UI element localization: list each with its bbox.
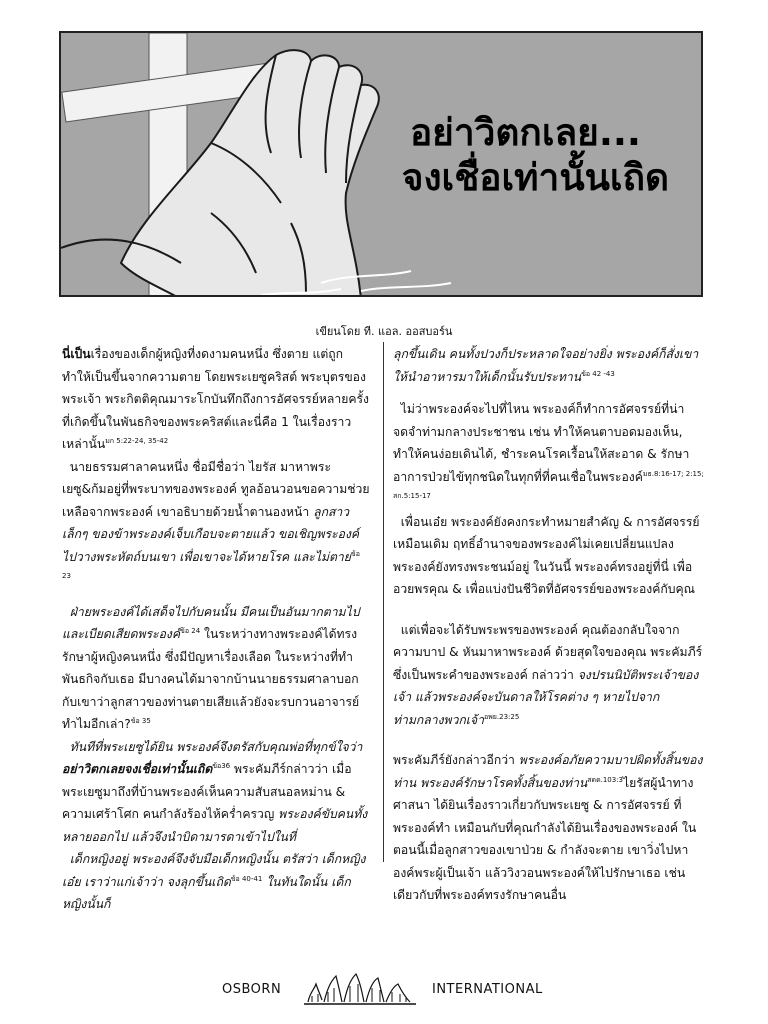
paragraph-r4-text-b: จงปรนนิบัติพระเจ้าของเจ้า แล้วพระองค์จะบันดาลให้โรคต่าง ๆ หายไปจากท่ามกลางพวกเจ้า (393, 667, 699, 727)
reference: ข้อ 35 (130, 716, 151, 725)
reference: ข้อ 23 (62, 549, 360, 580)
paragraph-4 (62, 736, 370, 849)
paragraph-3 (62, 601, 370, 736)
footer-left-text: OSBORN (222, 982, 282, 997)
paragraph-r2-text: ไม่ว่าพระองค์จะไปที่ไหน พระองค์ก็ทำการอัศจรรย์ที่น่าจดจำท่ามกลางประชาชน เช่น ทำให้คนตาบอดมองเห็น, ทำให้คนง่อยเดินได้, ชำระคนโรคเรื้อนให้สะอาด & รักษาอาการป่วยไข้ทุกชนิดในทุกที่ที่คนเชื่อในพระองค์ (393, 402, 690, 484)
paragraph-1 (62, 343, 370, 456)
right-column (393, 343, 707, 907)
reference: ข้อ 24 (180, 626, 201, 635)
reference: อพย.23:25 (483, 712, 520, 721)
paragraph-r2 (393, 398, 707, 511)
paragraph-5 (62, 848, 370, 916)
paragraph-5-text-a: เด็กหญิงอยู่ พระองค์จึงจับมือเด็กหญิงนั้น ตรัสว่า เด็กหญิงเอ๋ย เราว่าแก่เจ้าว่า จงลุกขึ้นเถิด (62, 852, 366, 889)
paragraph-r5 (393, 749, 707, 907)
paragraph-r1-text: ลุกขึ้นเดิน คนทั้งปวงก็ประหลาดใจอย่างยิ่ง พระองค์ก็สั่งเขาให้นำอาหารมาให้เด็กนั้นรับประทาน (393, 347, 699, 384)
paragraph-r3 (393, 511, 707, 601)
reference: สดด.103:3 (587, 775, 624, 784)
header-banner (59, 31, 703, 297)
paragraph-2-text: นายธรรมศาลาคนหนึ่ง ชื่อมีชื่อว่า ไยรัส มาหาพระเยซู&ก้มอยู่ที่พระบาทของพระองค์ ทูลอ้อนวอนขอความช่วยเหลือจากพระองค์ เขาอธิบายด้วยน้ำตานองหน้า (62, 459, 370, 519)
paragraph-r1 (393, 343, 707, 388)
title-line-2: จงเชื่อเท่านั้นเถิด (401, 156, 669, 199)
quote: ลูกสาวเล็กๆ ของข้าพระองค์เจ็บเกือบจะตายแล้ว ขอเชิญพระองค์ไปวางพระหัตถ์บนเขา เพื่อเขาจะได้หายโรค และไม่ตาย (62, 504, 360, 564)
paragraph-r4 (393, 619, 707, 732)
key-phrase: อย่าวิตกเลยจงเชื่อเท่านั้นเถิด (62, 762, 213, 776)
paragraph-r5-text-b: พระองค์อภัยความบาปผิดทั้งสิ้นของท่าน พระองค์รักษาโรคทั้งสิ้นของท่าน (393, 753, 703, 790)
reference: มก 5:22-24, 35-42 (105, 436, 169, 445)
byline: เขียนโดย ที. แอล. ออสบอร์น (315, 325, 453, 338)
paragraph-3-text-a: ฝ่ายพระองค์ได้เสด็จไปกับคนนั้น มีคนเป็นอันมากตามไปและเบียดเสียดพระองค์ (62, 604, 360, 641)
column-divider (383, 342, 384, 862)
footer-right-text: INTERNATIONAL (432, 982, 543, 997)
paragraph-1-text: เรื่องของเด็กผู้หญิงที่งดงามคนหนึ่ง ซึ่งตาย แต่ถูกทำให้เป็นขึ้นจากความตาย โดยพระเยซูคริสต์ พระบุตรของพระเจ้า พระกิตติคุณมาระโกบันทึกถึงการอัศจรรย์หลายครั้งที่เกิดขึ้นในพันธกิจของพระคริสต์และนี่คือ 1 ในเรื่องราวเหล่านั้น (62, 347, 369, 451)
paragraph-r4-text-a: แต่เพื่อจะได้รับพระพรของพระองค์ คุณต้องกลับใจจากความบาป & หันมาหาพระองค์ ด้วยสุดใจของคุณ พระคัมภีร์ ซึ่งเป็นพระคำของพระองค์ กล่าวว่า (393, 622, 703, 682)
paragraph-r3-text: เพื่อนเอ๋ย พระองค์ยังคงกระทำหมายสำคัญ & การอัศจรรย์เหมือนเดิม ฤทธิ์อำนาจของพระองค์ไม่เคยเปลี่ยนแปลง พระองค์ยังทรงพระชนม์อยู่ ในวันนี้ พระองค์ทรงอยู่ที่นี่ เพื่ออวยพรคุณ & เพื่อแบ่งปันชีวิตที่อัศจรรย์ของพระองค์กับคุณ (393, 514, 700, 596)
left-column (62, 343, 370, 916)
paragraph-r5-text-c: ไยรัสผู้นำทางศาสนา ได้ยินเรื่องราวเกี่ยวกับพระเยซู & การอัศจรรย์ ที่พระองค์ทำ เหมือนกับที่คุณกำลังได้ยินเรื่องของพระองค์ ในตอนนี้เมื่อลูกสาวของเขาป่วย & กำลังจะตาย เขาวิ่งไปหาองค์พระผู้เป็นเจ้า แล้ววิงวอนพระองค์ให้ไปรักษาเธอ เช่นเดียวกับที่พระองค์ทรงรักษาคนอื่น (393, 775, 697, 902)
paragraph-5-text-b: ในทันใดนั้น เด็กหญิงนั้นก็ (62, 874, 351, 911)
footer (0, 972, 768, 1012)
reference: ข้อ 42 -43 (581, 369, 615, 378)
reference: มธ.8:16-17; 2:15; สก.5:15-17 (393, 469, 704, 500)
ministry-logo-icon (300, 972, 420, 1008)
lead-word: นี่เป็น (62, 347, 91, 361)
paragraph-4-text-b: พระคัมภีร์กล่าวว่า เมื่อพระเยซูมาถึงที่บ้านพระองค์เห็นความสับสนอลหม่าน & ความเศร้าโศก คนกำลังร้องไห้คร่ำครวญ (62, 762, 352, 821)
paragraph-2 (62, 456, 370, 591)
title-line-1: อย่าวิตกเลย... (409, 111, 641, 154)
paragraph-4-text-c: พระองค์ขับคนทั้งหลายออกไป แล้วจึงนำบิดามารดาเข้าไปในที่ (62, 807, 368, 844)
reference: ข้อ36 (212, 761, 231, 770)
reference: ข้อ 40-41 (230, 874, 263, 883)
paragraph-3-text-b: ในระหว่างทางพระองค์ได้ทรงรักษาผู้หญิงคนหนึ่ง ซึ่งมีปัญหาเรื่องเลือด ในระหว่างที่ทำพันธกิจกับเธอ มีบางคนได้มาจากบ้านนายธรรมศาลาบอกกับเขาว่าลูกสาวของท่านตายเสียแล้วยังจะรบกวนอาจารย์ทำไมอีกเล่า? (62, 627, 360, 731)
paragraph-4-text-a: ทันทีที่พระเยซูได้ยิน พระองค์จึงตรัสกับคุณพ่อที่ทุกข์ใจว่า (69, 739, 363, 754)
paragraph-r5-text-a: พระคัมภีร์ยังกล่าวอีกว่า (393, 753, 519, 767)
